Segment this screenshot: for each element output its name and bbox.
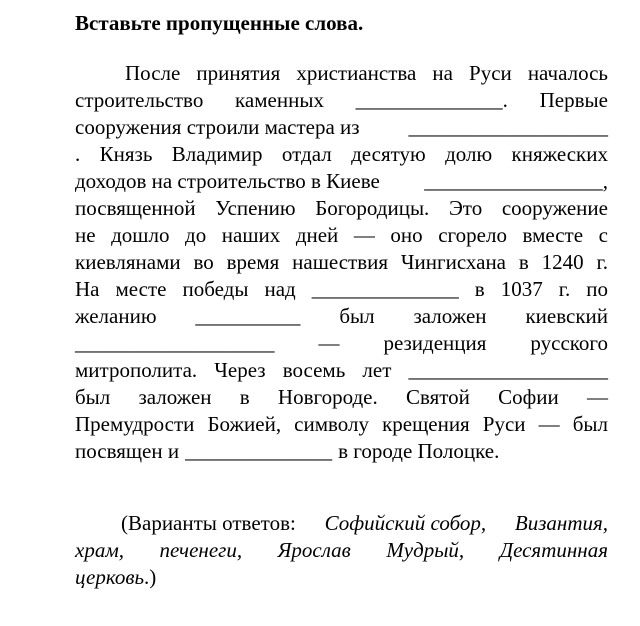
word: в [239, 385, 250, 409]
answer-option: храм, [75, 538, 124, 562]
word: Чингисхана [400, 250, 506, 274]
paragraph-line-9 [75, 276, 608, 303]
word: крещения [382, 412, 470, 436]
word: Владимир [171, 142, 263, 166]
paragraph-line-6 [75, 195, 608, 222]
word: резиденция [383, 331, 487, 355]
word: заложен [138, 385, 212, 409]
blank-field-6: ___________________ [75, 331, 275, 355]
answer-option: Мудрый, [386, 538, 465, 562]
closing-punctuation: .) [144, 565, 157, 589]
word: Премудрости [75, 412, 195, 436]
word: русского [530, 331, 608, 355]
text-segment: доходов на строительство в Киеве [75, 169, 380, 193]
word: желанию [75, 304, 157, 328]
word: 1037 [500, 277, 543, 301]
word: символу [294, 412, 369, 436]
word: вместе [522, 223, 584, 247]
word: каменных [235, 88, 324, 112]
text-segment: сооружения строили мастера из [75, 115, 360, 139]
word: десятую [351, 142, 426, 166]
word: княжеских [511, 142, 608, 166]
answer-option: печенеги, [159, 538, 243, 562]
word: посвященной [75, 196, 196, 220]
word: Новгороде. [277, 385, 378, 409]
word: нашествия [292, 250, 389, 274]
word: заложен [413, 304, 487, 328]
paragraph-line-5 [75, 168, 608, 195]
word: не [75, 223, 96, 247]
word: Успению [215, 196, 296, 220]
text-segment: в городе Полоцке. [338, 439, 500, 463]
blank-field-7: ___________________ [408, 358, 608, 382]
paragraph-line-8 [75, 249, 608, 276]
word: Божией, [207, 412, 282, 436]
word: во [193, 250, 214, 274]
answer-option: церковь [75, 565, 145, 589]
paragraph-line-7 [75, 222, 608, 249]
word: Это [448, 196, 483, 220]
answer-option: Ярослав [277, 538, 351, 562]
word: Первые [539, 88, 608, 112]
word: наших [221, 223, 281, 247]
word: в [474, 277, 485, 301]
word: После [125, 61, 181, 85]
answers-label: (Варианты ответов: [121, 511, 296, 535]
word: Князь [99, 142, 153, 166]
word: победы [182, 277, 249, 301]
word: отдал [281, 142, 332, 166]
word: Через [214, 358, 266, 382]
word: время [226, 250, 280, 274]
word: Руси [469, 61, 512, 85]
word: киевлянами [75, 250, 181, 274]
word: с [598, 223, 608, 247]
answer-option: Десятинная [499, 538, 608, 562]
word: оно [390, 223, 423, 247]
word: киевский [525, 304, 608, 328]
word: долю [445, 142, 493, 166]
blank-field-4: ______________ [311, 277, 459, 301]
page-title: Вставьте пропущенные слова. [75, 11, 364, 35]
paragraph-line-2 [75, 87, 608, 114]
paragraph-line-13 [75, 384, 608, 411]
paragraph-line-15 [75, 438, 608, 465]
answer-option: Византия, [514, 511, 608, 535]
answers-line-2 [75, 537, 608, 564]
word: Софии [498, 385, 559, 409]
word: сооружение [501, 196, 608, 220]
blank-field-8: ______________ [185, 439, 333, 463]
answers-line-1 [121, 510, 608, 537]
word: — [538, 412, 560, 436]
word: Руси [482, 412, 526, 436]
word: на [432, 61, 453, 85]
word: над [264, 277, 296, 301]
word: 1240 [541, 250, 584, 274]
word: г. [596, 250, 608, 274]
word: по [586, 277, 608, 301]
paragraph-line-11 [75, 330, 608, 357]
word: дошло [111, 223, 170, 247]
word: в [518, 250, 529, 274]
word: На [75, 277, 100, 301]
word: началось [527, 61, 608, 85]
word: — [586, 385, 608, 409]
word: лет [362, 358, 392, 382]
word: — [353, 223, 375, 247]
paragraph-line-3 [75, 114, 608, 141]
word: г. [558, 277, 571, 301]
word: восемь [282, 358, 346, 382]
word: митрополита. [75, 358, 198, 382]
paragraph-line-4 [75, 141, 608, 168]
word: строительство [75, 88, 204, 112]
paragraph-line-14 [75, 411, 608, 438]
paragraph-line-1 [125, 60, 608, 87]
word: был [339, 304, 375, 328]
word: принятия [196, 61, 281, 85]
word: Святой [405, 385, 470, 409]
word: был [75, 385, 111, 409]
word: месте [115, 277, 167, 301]
word: . [75, 142, 81, 166]
word: — [318, 331, 340, 355]
blank-field-2: ___________________ [408, 115, 608, 139]
blank-field-1: ______________. [355, 88, 508, 112]
word: христианства [296, 61, 417, 85]
paragraph-line-10 [75, 303, 608, 330]
word: дней [295, 223, 339, 247]
answers-line-3 [75, 564, 608, 591]
blank-field-3: _________________, [424, 169, 608, 193]
text-segment: посвящен и [75, 439, 180, 463]
word: до [185, 223, 207, 247]
word: сгорело [438, 223, 507, 247]
answer-option: Софийский собор, [324, 511, 487, 535]
blank-field-5: __________ [195, 304, 301, 328]
paragraph-line-12 [75, 357, 608, 384]
word: Богородицы. [315, 196, 430, 220]
word: был [572, 412, 608, 436]
